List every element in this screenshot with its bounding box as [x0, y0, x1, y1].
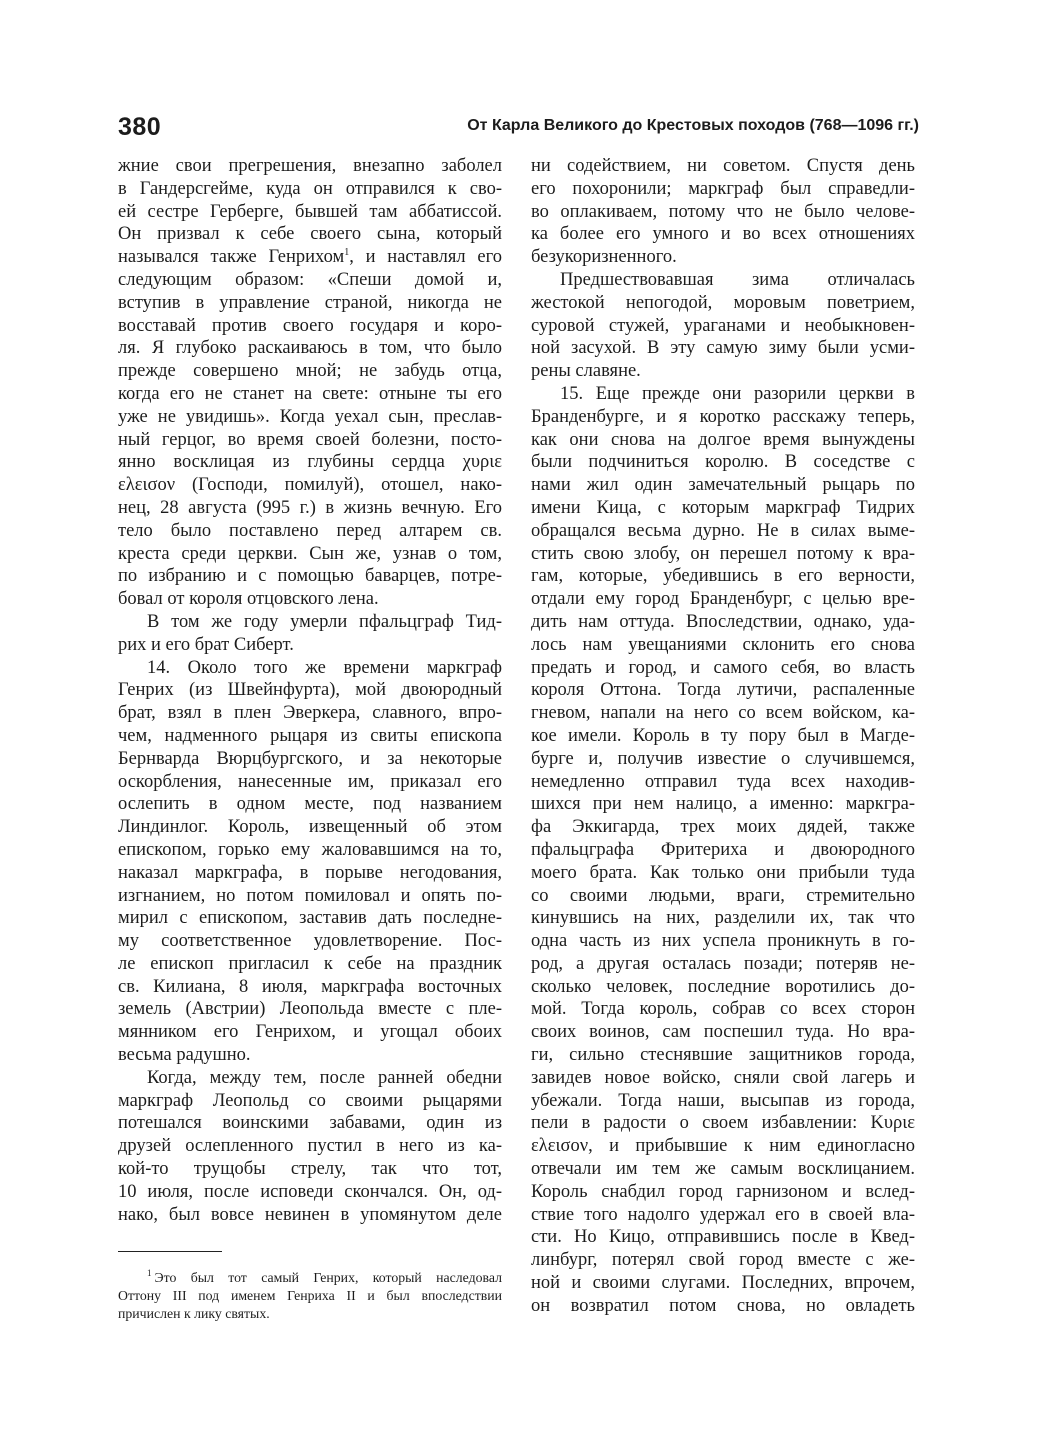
text-line: мой. Тогда король, собрав со всех сторон — [531, 999, 915, 1020]
text-line: пели в радости о своем избавлении: Κυριε — [531, 1113, 915, 1134]
text-line: ной засухой. В эту самую зиму были усми- — [531, 338, 915, 359]
text-line: сколько человек, последние воротились до- — [531, 976, 915, 997]
text-line: мирил с епископом, заставив дать последне- — [118, 908, 502, 929]
text-line: моего брата. Как только они прибыли туда — [531, 862, 915, 883]
text-line: мянником его Генрихом, и угощал обоих — [118, 1022, 502, 1043]
text-line: ствие того надолго удержал его в своей вла- — [531, 1204, 915, 1225]
text-line: отвечали им тем же самым восклицанием. — [531, 1159, 915, 1180]
footnote-line: причислен к лику святых. — [118, 1306, 270, 1321]
text-line: ной и своими слугами. Последних, впрочем, — [531, 1273, 915, 1294]
footnote-reference[interactable]: 1 — [344, 247, 350, 259]
text-line: Король снабдил город гарнизоном и вслед- — [531, 1181, 915, 1202]
text-line: лось нам увещаниями склонить его снова — [531, 634, 915, 655]
text-line: восставай против своего государя и коро- — [118, 315, 502, 336]
text-line: Бранденбурге, и я коротко расскажу теперь, — [531, 406, 915, 427]
text-line: ка более его умного и во всех отношениях — [531, 224, 915, 245]
text-line: нец, 28 августа (995 г.) в жизнь вечную. Его — [118, 497, 502, 518]
footnote-divider — [118, 1251, 222, 1252]
text-line: стить свою злобу, он перешел потому к вра- — [531, 543, 915, 564]
text-line: прежде совершено мной; не забудь отца, — [118, 361, 502, 382]
text-line: рих и его брат Сиберт. — [118, 634, 294, 655]
left-column — [118, 155, 502, 1226]
text-line: бурге и, получив известие о случившемся, — [531, 748, 915, 769]
text-line: Предшествовавшая зима отличалась — [560, 269, 915, 290]
text-line: завидев новое войско, сняли свой лагерь и — [531, 1067, 915, 1088]
text-line: дить нам оттуда. Впоследствии, однако, уда- — [531, 611, 915, 632]
text-line: В том же году умерли пфальцграф Тид- — [147, 611, 502, 632]
text-line: Линдинлог. Король, извещенный об этом — [118, 817, 502, 838]
text-line: янно восклицая из глубины сердца χυριε — [118, 452, 502, 473]
text-line: немедленно отправил туда всех находив- — [531, 771, 915, 792]
text-line: брат, взял в плен Эверкера, славного, впро- — [118, 703, 502, 724]
text-line: Бернварда Вюрцбургского, и за некоторые — [118, 748, 502, 769]
text-line: он возвратил потом снова, но овладеть — [531, 1295, 915, 1316]
text-line: бовал от короля отцовского лена. — [118, 589, 379, 610]
text-line: жние свои прегрешения, внезапно заболел — [118, 156, 502, 176]
text-line: ελεισον, и прибывшие к ним единогласно — [531, 1136, 915, 1157]
text-line: вступив в управление страной, никогда не — [118, 292, 502, 313]
text-line: рены славяне. — [531, 361, 641, 382]
text-line: Он призвал к себе своего сына, который — [118, 224, 502, 245]
text-line: нако, был вовсе невинен в упомянутом деле — [118, 1204, 502, 1225]
text-line: кое имели. Король в ту пору был в Магде- — [531, 725, 915, 746]
text-line: 10 июля, после исповеди скончался. Он, од- — [118, 1181, 502, 1202]
text-line: земель (Австрии) Леопольда вместе с пле- — [118, 999, 502, 1020]
text-line: убежали. Тогда наши, высыпав из города, — [531, 1090, 915, 1111]
text-line: нами жил один замечательный рыцарь по — [531, 475, 915, 496]
text-line: линбург, потерял свой город вместе с же- — [531, 1250, 915, 1271]
text-line: кинувшись на них, разделили их, так что — [531, 908, 915, 929]
text-line: пфальцграфа Фритериха и двоюродного — [531, 839, 915, 860]
text-line: уже не увидишь». Когда уехал сын, преслав- — [118, 406, 502, 427]
text-line: Генрих (из Швейнфурта), мой двоюродный — [118, 680, 502, 701]
text-line: му соответственное удовлетворение. Пос- — [118, 931, 502, 952]
text-line: ослепить в одном месте, под названием — [118, 794, 502, 815]
text-line: тело было поставлено перед алтарем св. — [118, 520, 502, 541]
text-line: безукоризненного. — [531, 247, 677, 268]
footnote-line: Оттону III под именем Генриха II и был впоследствии — [118, 1288, 502, 1303]
text-line: ни содействием, ни советом. Спустя день — [531, 156, 915, 176]
footnote-text: Это был тот самый Генрих, который наследовал — [154, 1270, 502, 1285]
text-line: предать и город, и самого себя, во власть — [531, 657, 915, 678]
text-line: как они снова на долгое время вынуждены — [531, 429, 915, 450]
text-line: чем, надменного рыцаря из свиты епископа — [118, 725, 502, 746]
text-line: гам, которые, убедившись в его верности, — [531, 566, 915, 587]
text-line: кой-то трущобы стрелу, так что тот, — [118, 1159, 502, 1180]
text-line: гневом, напали на него со всем войском, ка- — [531, 703, 915, 724]
text-line: были подчиниться королю. В соседстве с — [531, 452, 915, 473]
text-line: маркграф Леопольд со своими рыцарями — [118, 1090, 502, 1111]
footnote — [118, 1269, 502, 1323]
text-line: жестокой непогодой, моровым поветрием, — [531, 292, 915, 313]
text-line: отдали ему город Бранденбург, с целью вре- — [531, 589, 915, 610]
text-line: ги, сильно стеснявшие защитников города, — [531, 1045, 915, 1066]
text-line: со своими людьми, враги, стремительно — [531, 885, 915, 906]
text-line: потешался воинскими забавами, один из — [118, 1113, 502, 1134]
text-line: его похоронили; маркграф был справедли- — [531, 178, 915, 199]
text-line: весьма радушно. — [118, 1045, 251, 1066]
page-number: 380 — [118, 113, 162, 141]
text-line: 14. Около того же времени маркграф — [147, 657, 502, 678]
running-head: От Карла Великого до Крестовых походов (768—1096 гг.) — [467, 117, 919, 134]
text-line: суровой стужей, ураганами и необыкновен- — [531, 315, 915, 336]
footnote-line — [118, 1269, 502, 1287]
text-line: одна часть из них успела проникнуть в го- — [531, 931, 915, 952]
text-line: обращался весьма дурно. Не в силах выме- — [531, 520, 915, 541]
text-line: ле епископ пригласил к себе на праздник — [118, 953, 502, 974]
text-line: св. Килиана, 8 июля, маркграфа восточных — [118, 976, 502, 997]
text-line: оскорбления, нанесенные им, приказал его — [118, 771, 502, 792]
right-column — [531, 155, 915, 1318]
text-line: род, а другая осталась позади; потеряв не- — [531, 953, 915, 974]
text-line: во оплакиваем, потому что не было челове- — [531, 201, 915, 222]
text-line: изгнанием, но потом помиловал и опять по- — [118, 885, 502, 906]
text-line: шихся при нем налицо, а именно: маркгра- — [531, 794, 915, 815]
text-fragment: , и наставлял его — [349, 247, 502, 268]
text-line: Когда, между тем, после ранней обедни — [147, 1067, 502, 1088]
text-line: имени Кица, с которым маркграф Тидрих — [531, 497, 915, 518]
text-line-with-footnote-ref — [118, 246, 502, 269]
text-line: наказал маркграфа, в порыве негодования, — [118, 862, 502, 883]
text-line: следующим образом: «Спеши домой и, — [118, 269, 502, 290]
text-line: в Гандерсгейме, куда он отправился к сво- — [118, 178, 502, 199]
text-line: своих воинов, сам поспешил туда. Но вра- — [531, 1022, 915, 1043]
text-fragment: назывался также Генрихом — [118, 247, 345, 268]
text-line: ный герцог, во время своей болезни, посто- — [118, 429, 502, 450]
text-line: короля Оттона. Тогда лутичи, распаленные — [531, 680, 915, 701]
text-line: ей сестре Герберге, бывшей там аббатиссой. — [118, 201, 502, 222]
text-line: фа Эккигарда, трех моих дядей, также — [531, 817, 915, 838]
text-line: ля. Я глубоко раскаиваюсь в том, что было — [118, 338, 502, 359]
text-line: креста среди церкви. Сын же, узнав о том, — [118, 543, 502, 564]
text-line: когда его не станет на свете: отныне ты его — [118, 383, 502, 404]
text-line: ελεισον (Господи, помилуй), отошел, нако- — [118, 475, 502, 496]
text-line: сти. Но Кицо, отправившись после в Квед- — [531, 1227, 915, 1248]
text-line: 15. Еще прежде они разорили церкви в — [560, 383, 915, 404]
text-line: друзей ослепленного пустил в него из ка- — [118, 1136, 502, 1157]
text-line: епископом, горько ему жаловавшимся на то, — [118, 839, 502, 860]
footnote-mark: 1 — [147, 1269, 152, 1279]
text-line: по избранию и с помощью баварцев, потре- — [118, 566, 502, 587]
